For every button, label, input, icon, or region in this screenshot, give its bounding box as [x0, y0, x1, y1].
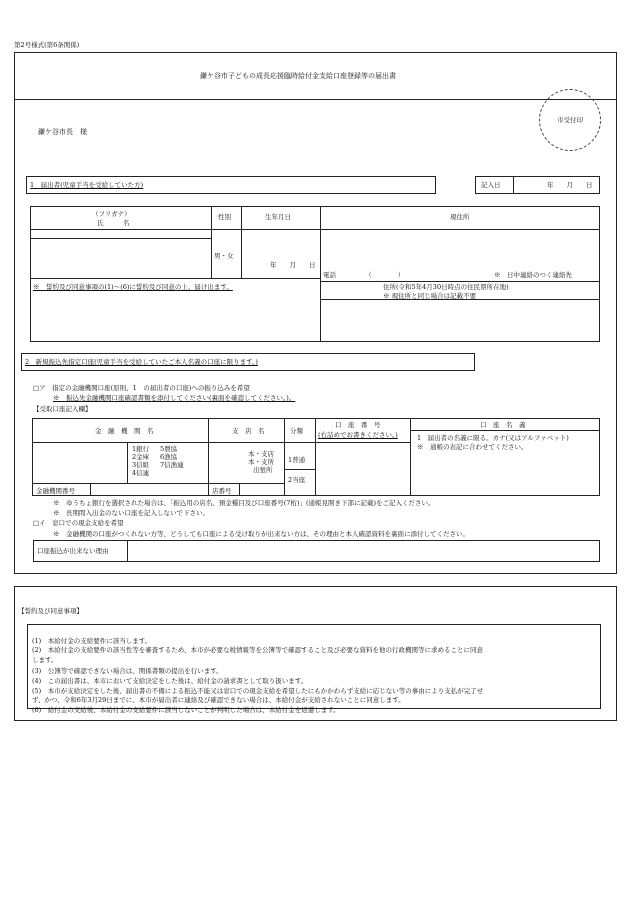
- oath-item: (4) この届出書は、本市において支給決定をした後は、給付金の請求書として取り扱います。: [32, 677, 308, 685]
- branch-col-line: [284, 418, 285, 496]
- bank-type-1[interactable]: 1銀行: [132, 445, 150, 453]
- title-divider: [14, 99, 617, 100]
- bank-col-line: [208, 418, 209, 496]
- yucho-note: ※ ゆうちょ銀行を選択された場合は、「振込用の店名、預金種目及び口座番号(7桁)」(通帳見開き下部に記載)をご記入ください。: [53, 499, 435, 507]
- name-label: 氏 名: [97, 219, 130, 227]
- bank-type-5[interactable]: 5農協: [160, 445, 178, 453]
- option-b-checkbox[interactable]: □イ 窓口での現金支給を希望: [33, 519, 124, 527]
- addressee: 鎌ケ谷市長 様: [38, 128, 87, 136]
- bank-type-divider: [127, 442, 128, 483]
- sec1-heading: 1 届出者(児童手当を受給していた方): [30, 181, 144, 189]
- oath-item: (5) 本市が支給決定をした後、届出書の不備による振込不能又は窓口での現金支給を希望したにもかかわらず支給に応じない等の事由により支払が完了せ: [32, 687, 484, 695]
- option-a-checkbox[interactable]: □ア 指定の金融機関口座(原則、1 の届出者の口座)への振り込みを希望: [33, 384, 250, 392]
- oath-item: ず、かつ、令和6年3月29日までに、本市が届出者に連絡及び確認できない場合は、本給付金が支給されないことに同意します。: [32, 696, 405, 704]
- oath-item: (6) 給付金の支給後、本給付金の支給要件に該当しないことが判明した場合は、本給付金を返還します。: [32, 706, 340, 714]
- branch-name-label: 支 店 名: [232, 427, 265, 435]
- sex-value[interactable]: 男・女: [214, 252, 234, 260]
- oath-item: (3) 公簿等で確認できない場合は、関係書類の提出を行います。: [32, 667, 223, 675]
- col-line-2: [241, 206, 242, 278]
- bank-type-3[interactable]: 3信組: [132, 461, 150, 469]
- branch-type-1[interactable]: 本・支店: [248, 450, 274, 458]
- col-line-3: [320, 206, 321, 342]
- bank-code-line: [32, 483, 284, 484]
- oath-item: (1) 本給付金の支給要件に該当します。: [32, 637, 152, 645]
- holder-note-2: ※ 通帳の表記に合わせてください。: [417, 443, 528, 451]
- account-holder-label: 口 座 名 義: [480, 421, 526, 429]
- bank-type-4[interactable]: 4信連: [132, 469, 150, 477]
- bank-type-2[interactable]: 2金庫: [132, 453, 150, 461]
- reason-label: 口座振込が出来ない理由: [37, 547, 109, 555]
- bank-name-label: 金 融 機 関 名: [95, 427, 154, 435]
- branch-code-label: 店番号: [212, 487, 232, 495]
- bank-header-line-left: [32, 442, 410, 443]
- account-number-label: 口 座 番 号: [335, 421, 381, 429]
- same-address-note: ※ 現住所と同じ場合は記載不要: [383, 292, 477, 300]
- col-line-1: [211, 206, 212, 278]
- bank-type-6[interactable]: 6漁協: [160, 453, 178, 461]
- kind-current[interactable]: 2当座: [288, 476, 306, 484]
- entry-date-divider: [513, 176, 514, 194]
- branch-code-divider: [239, 483, 240, 496]
- oath-item: します。: [32, 656, 58, 664]
- kind-divider: [284, 469, 315, 470]
- account-number-note: (右詰めでお書きください。): [318, 431, 398, 439]
- holder-note-1: 1 届出者の名義に限る。カナ(又はアルファベット): [417, 434, 569, 442]
- applicant-bottom-line: [30, 278, 320, 279]
- daytime-contact-note: ※ 日中連絡のつく連絡先: [494, 271, 572, 279]
- kind-ordinary[interactable]: 1普通: [288, 456, 306, 464]
- option-b-note: ※ 金融機関の口座がつくれない方等、どうしても口座による受け取りが出来ない方は、その理由と本人確認資料を裏面に添付してください。: [53, 530, 469, 538]
- sex-label: 性別: [218, 213, 231, 221]
- form-title: 鎌ケ谷市子どもの成長応援臨時給付金支給口座登録等の届出書: [200, 72, 396, 80]
- longterm-note: ※ 長期間入出金のない口座を記入しないで下さい。: [53, 509, 209, 517]
- furigana-label: （フリガナ）: [92, 210, 131, 218]
- address-phone-line: [320, 281, 600, 282]
- furigana-divider: [30, 238, 211, 239]
- kind-label: 分類: [290, 427, 303, 435]
- oath-heading: 【誓約及び同意事項】: [18, 607, 83, 615]
- bank-code-label: 金融機関番号: [36, 487, 75, 495]
- form-number: 第2号様式(第6条関係): [14, 41, 80, 49]
- bank-type-7[interactable]: 7信漁連: [160, 461, 184, 469]
- address-label: 現住所: [450, 213, 470, 221]
- holder-header-line: [410, 430, 600, 431]
- dob-label: 生年月日: [265, 213, 291, 221]
- oath-item: (2) 本給付金の支給要件の該当性等を審査するため、本市が必要な税情報等を公簿等で確認すること及び必要な資料を他の行政機関等に求めることに同意: [32, 646, 483, 654]
- kind-col-line: [315, 418, 316, 496]
- reason-box[interactable]: [33, 540, 600, 562]
- applicant-header-line: [30, 229, 600, 230]
- dob-value[interactable]: 年 月 日: [270, 261, 316, 269]
- entry-date-value: 年 月 日: [547, 181, 593, 189]
- phone-field[interactable]: 電話 （ ）: [323, 271, 405, 279]
- receiving-account-label: 【受取口座記入欄】: [33, 405, 92, 413]
- bank-code-divider: [90, 483, 91, 496]
- reception-stamp-label: 市受付印: [557, 116, 583, 124]
- entry-date-label: 記入日: [481, 181, 501, 189]
- oath-statement: ※ 誓約及び同意事項の(1)～(6)に誓約及び同意の上、届け出ます。: [33, 283, 233, 291]
- branch-type-2[interactable]: 本・支所: [248, 458, 274, 466]
- option-a-note: ※ 振込先金融機関口座確認書類を添付してください(裏面を確認してください。)。: [53, 394, 296, 402]
- sec2-heading: 2 新規振込先指定口座(児童手当を受給していたご本人名義の口座に限ります。): [25, 358, 258, 366]
- prev-address-label: 住所(令和5年4月30日時点の住民票所在地): [383, 283, 509, 291]
- branch-type-3[interactable]: 出張所: [253, 466, 273, 474]
- reason-divider: [127, 540, 128, 562]
